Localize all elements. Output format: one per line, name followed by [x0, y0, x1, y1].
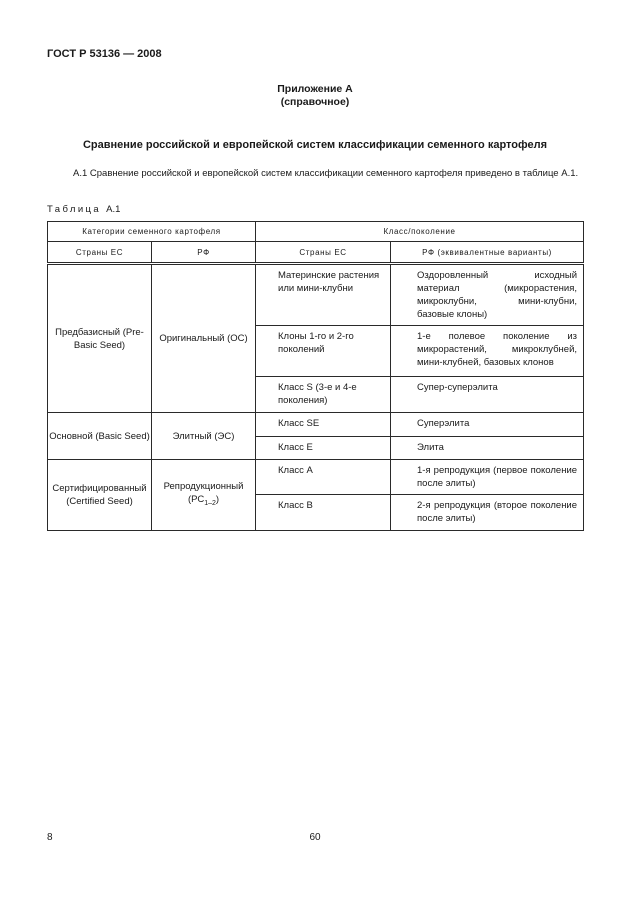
- classification-table: [47, 221, 584, 531]
- rf-class-cell: 1-е полевое поколение из микрорастений, микроклубней, мини-клубней, базовых клонов: [391, 326, 584, 377]
- table-caption: [47, 204, 120, 215]
- header-seed-categories: Категории семенного картофеля: [48, 222, 256, 242]
- table-row: [48, 460, 584, 495]
- eu-class-cell: Класс A: [256, 460, 391, 495]
- eu-category-cell: Сертифицированный (Certified Seed): [48, 460, 152, 531]
- rf-class-cell: Суперэлита: [391, 413, 584, 437]
- intro-paragraph: А.1 Сравнение российской и европейской систем классификации семенного картофеля приведено в таблице А.1.: [73, 168, 579, 179]
- rf-class-cell: Супер-суперэлита: [391, 377, 584, 413]
- table-caption-number: А.1: [106, 204, 121, 215]
- col-header-eu-class: Страны ЕС: [256, 242, 391, 264]
- table-header-row-1: [48, 222, 584, 242]
- eu-category-cell: Предбазисный (Pre-Basic Seed): [48, 264, 152, 413]
- eu-class-cell: Клоны 1-го и 2-го поколений: [256, 326, 391, 377]
- col-header-rf-class: РФ (эквивалентные варианты): [391, 242, 584, 264]
- rf-category-cell: Оригинальный (ОС): [152, 264, 256, 413]
- table-header-row-2: [48, 242, 584, 264]
- page-number-center: 60: [309, 832, 321, 843]
- appendix-note: (справочное): [280, 96, 350, 108]
- header-class-generation: Класс/поколение: [256, 222, 584, 242]
- rf-class-cell: Оздоровленный исходный материал (микрорастения, микроклубни, мини-клубни, базовые клоны): [391, 264, 584, 326]
- table-caption-label: Таблица: [47, 204, 102, 215]
- eu-class-cell: Класс S (3-е и 4-е поколения): [256, 377, 391, 413]
- rf-class-cell: Элита: [391, 437, 584, 460]
- eu-class-cell: Класс SE: [256, 413, 391, 437]
- table-row: [48, 413, 584, 437]
- rf-class-cell: 1-я репродукция (первое поколение после элиты): [391, 460, 584, 495]
- section-title: Сравнение российской и европейской систем классификации семенного картофеля: [82, 139, 547, 151]
- rf-category-close: ): [215, 494, 220, 506]
- eu-class-cell: Материнские растения или мини-клубни: [256, 264, 391, 326]
- rf-category-main: Репродукционный: [163, 481, 244, 493]
- page-number-left: 8: [47, 832, 53, 843]
- rf-category-cell: Элитный (ЭС): [152, 413, 256, 460]
- eu-class-cell: Класс B: [256, 495, 391, 531]
- rf-category-cell: [152, 460, 256, 531]
- rf-class-cell: 2-я репродукция (второе поколение после элиты): [391, 495, 584, 531]
- eu-class-cell: Класс E: [256, 437, 391, 460]
- rf-category-abbr: (РС: [187, 494, 205, 506]
- col-header-rf-category: РФ: [152, 242, 256, 264]
- document-header: ГОСТ Р 53136 — 2008: [47, 48, 162, 60]
- eu-category-cell: Основной (Basic Seed): [48, 413, 152, 460]
- appendix-title: Приложение А: [277, 83, 353, 95]
- table-row: [48, 264, 584, 326]
- rf-category-subscript: 1–2: [204, 499, 216, 507]
- col-header-eu-category: Страны ЕС: [48, 242, 152, 264]
